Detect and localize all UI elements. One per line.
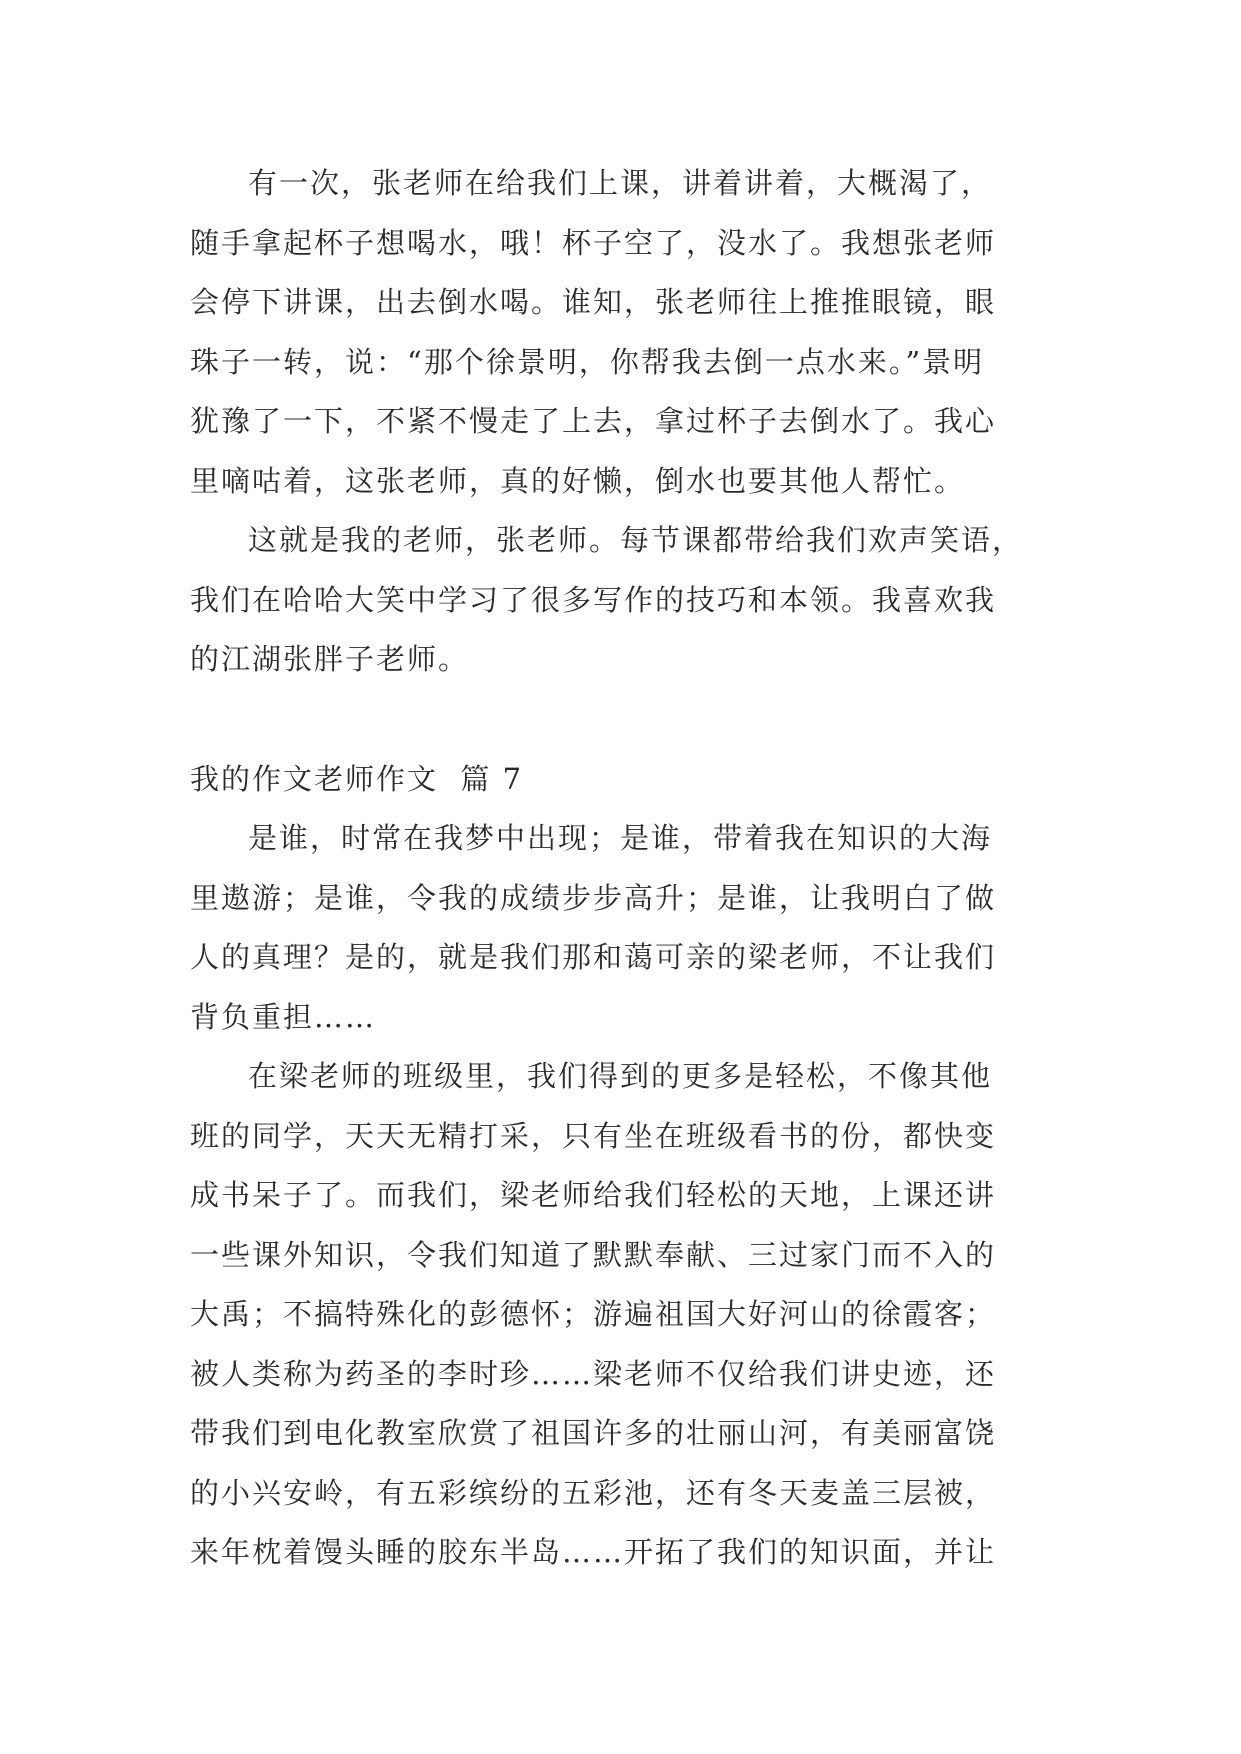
essay-6-paragraph-2 — [190, 511, 1070, 690]
text-line: 带我们到电化教室欣赏了祖国许多的壮丽山河，有美丽富饶 — [190, 1416, 997, 1450]
text-line: 在梁老师的班级里，我们得到的更多是轻松，不像其他 — [248, 1059, 993, 1093]
section-essay-7 — [190, 809, 1070, 1583]
text-line: 一些课外知识，令我们知道了默默奉献、三过家门而不入的 — [190, 1237, 997, 1272]
text-line: 的小兴安岭，有五彩缤纷的五彩池，还有冬天麦盖三层被， — [190, 1475, 997, 1510]
section-previous-essay-end — [190, 154, 1070, 690]
text-line: 里嘀咕着，这张老师，真的好懒，倒水也要其他人帮忙。 — [190, 463, 966, 498]
text-line: 来年枕着馒头睡的胶东半岛……开拓了我们的知识面，并让 — [190, 1535, 997, 1569]
text-line: 我们在哈哈大笑中学习了很多写作的技巧和本领。我喜欢我 — [190, 582, 997, 617]
text-line: 犹豫了一下，不紧不慢走了上去，拿过杯子去倒水了。我心 — [190, 404, 997, 438]
text-line: 成书呆子了。而我们，梁老师给我们轻松的天地，上课还讲 — [190, 1178, 997, 1212]
text-line: 背负重担…… — [190, 999, 377, 1034]
text-line: 会停下讲课，出去倒水喝。谁知，张老师往上推推眼镜，眼 — [190, 285, 997, 319]
text-line: 里遨游；是谁，令我的成绩步步高升；是谁，让我明白了做 — [190, 880, 997, 915]
text-line: 的江湖张胖子老师。 — [190, 642, 470, 676]
text-line: 大禹；不搞特殊化的彭德怀；游遍祖国大好河山的徐霞客； — [190, 1297, 997, 1331]
text-line: 班的同学，天天无精打采，只有坐在班级看书的份，都快变 — [190, 1118, 997, 1153]
section-title: 我的作文老师作文 篇 7 — [190, 761, 524, 796]
text-line: 有一次，张老师在给我们上课，讲着讲着，大概渴了， — [248, 166, 993, 200]
text-line: 这就是我的老师，张老师。每节课都带给我们欢声笑语， — [248, 523, 1024, 557]
text-line: 珠子一转，说：“那个徐景明，你帮我去倒一点水来。”景明 — [190, 344, 985, 379]
text-line: 随手拿起杯子想喝水，哦！杯子空了，没水了。我想张老师 — [190, 225, 997, 260]
text-line: 是谁，时常在我梦中出现；是谁，带着我在知识的大海 — [248, 821, 993, 855]
essay-7-paragraph-2 — [190, 1047, 1070, 1583]
essay-6-paragraph-1 — [190, 154, 1070, 511]
essay-7-paragraph-1 — [190, 809, 1070, 1047]
text-line: 被人类称为药圣的李时珍……梁老师不仅给我们讲史迹，还 — [190, 1356, 997, 1391]
text-line: 人的真理？是的，就是我们那和蔼可亲的梁老师，不让我们 — [190, 940, 997, 974]
document-page — [190, 154, 1070, 1583]
